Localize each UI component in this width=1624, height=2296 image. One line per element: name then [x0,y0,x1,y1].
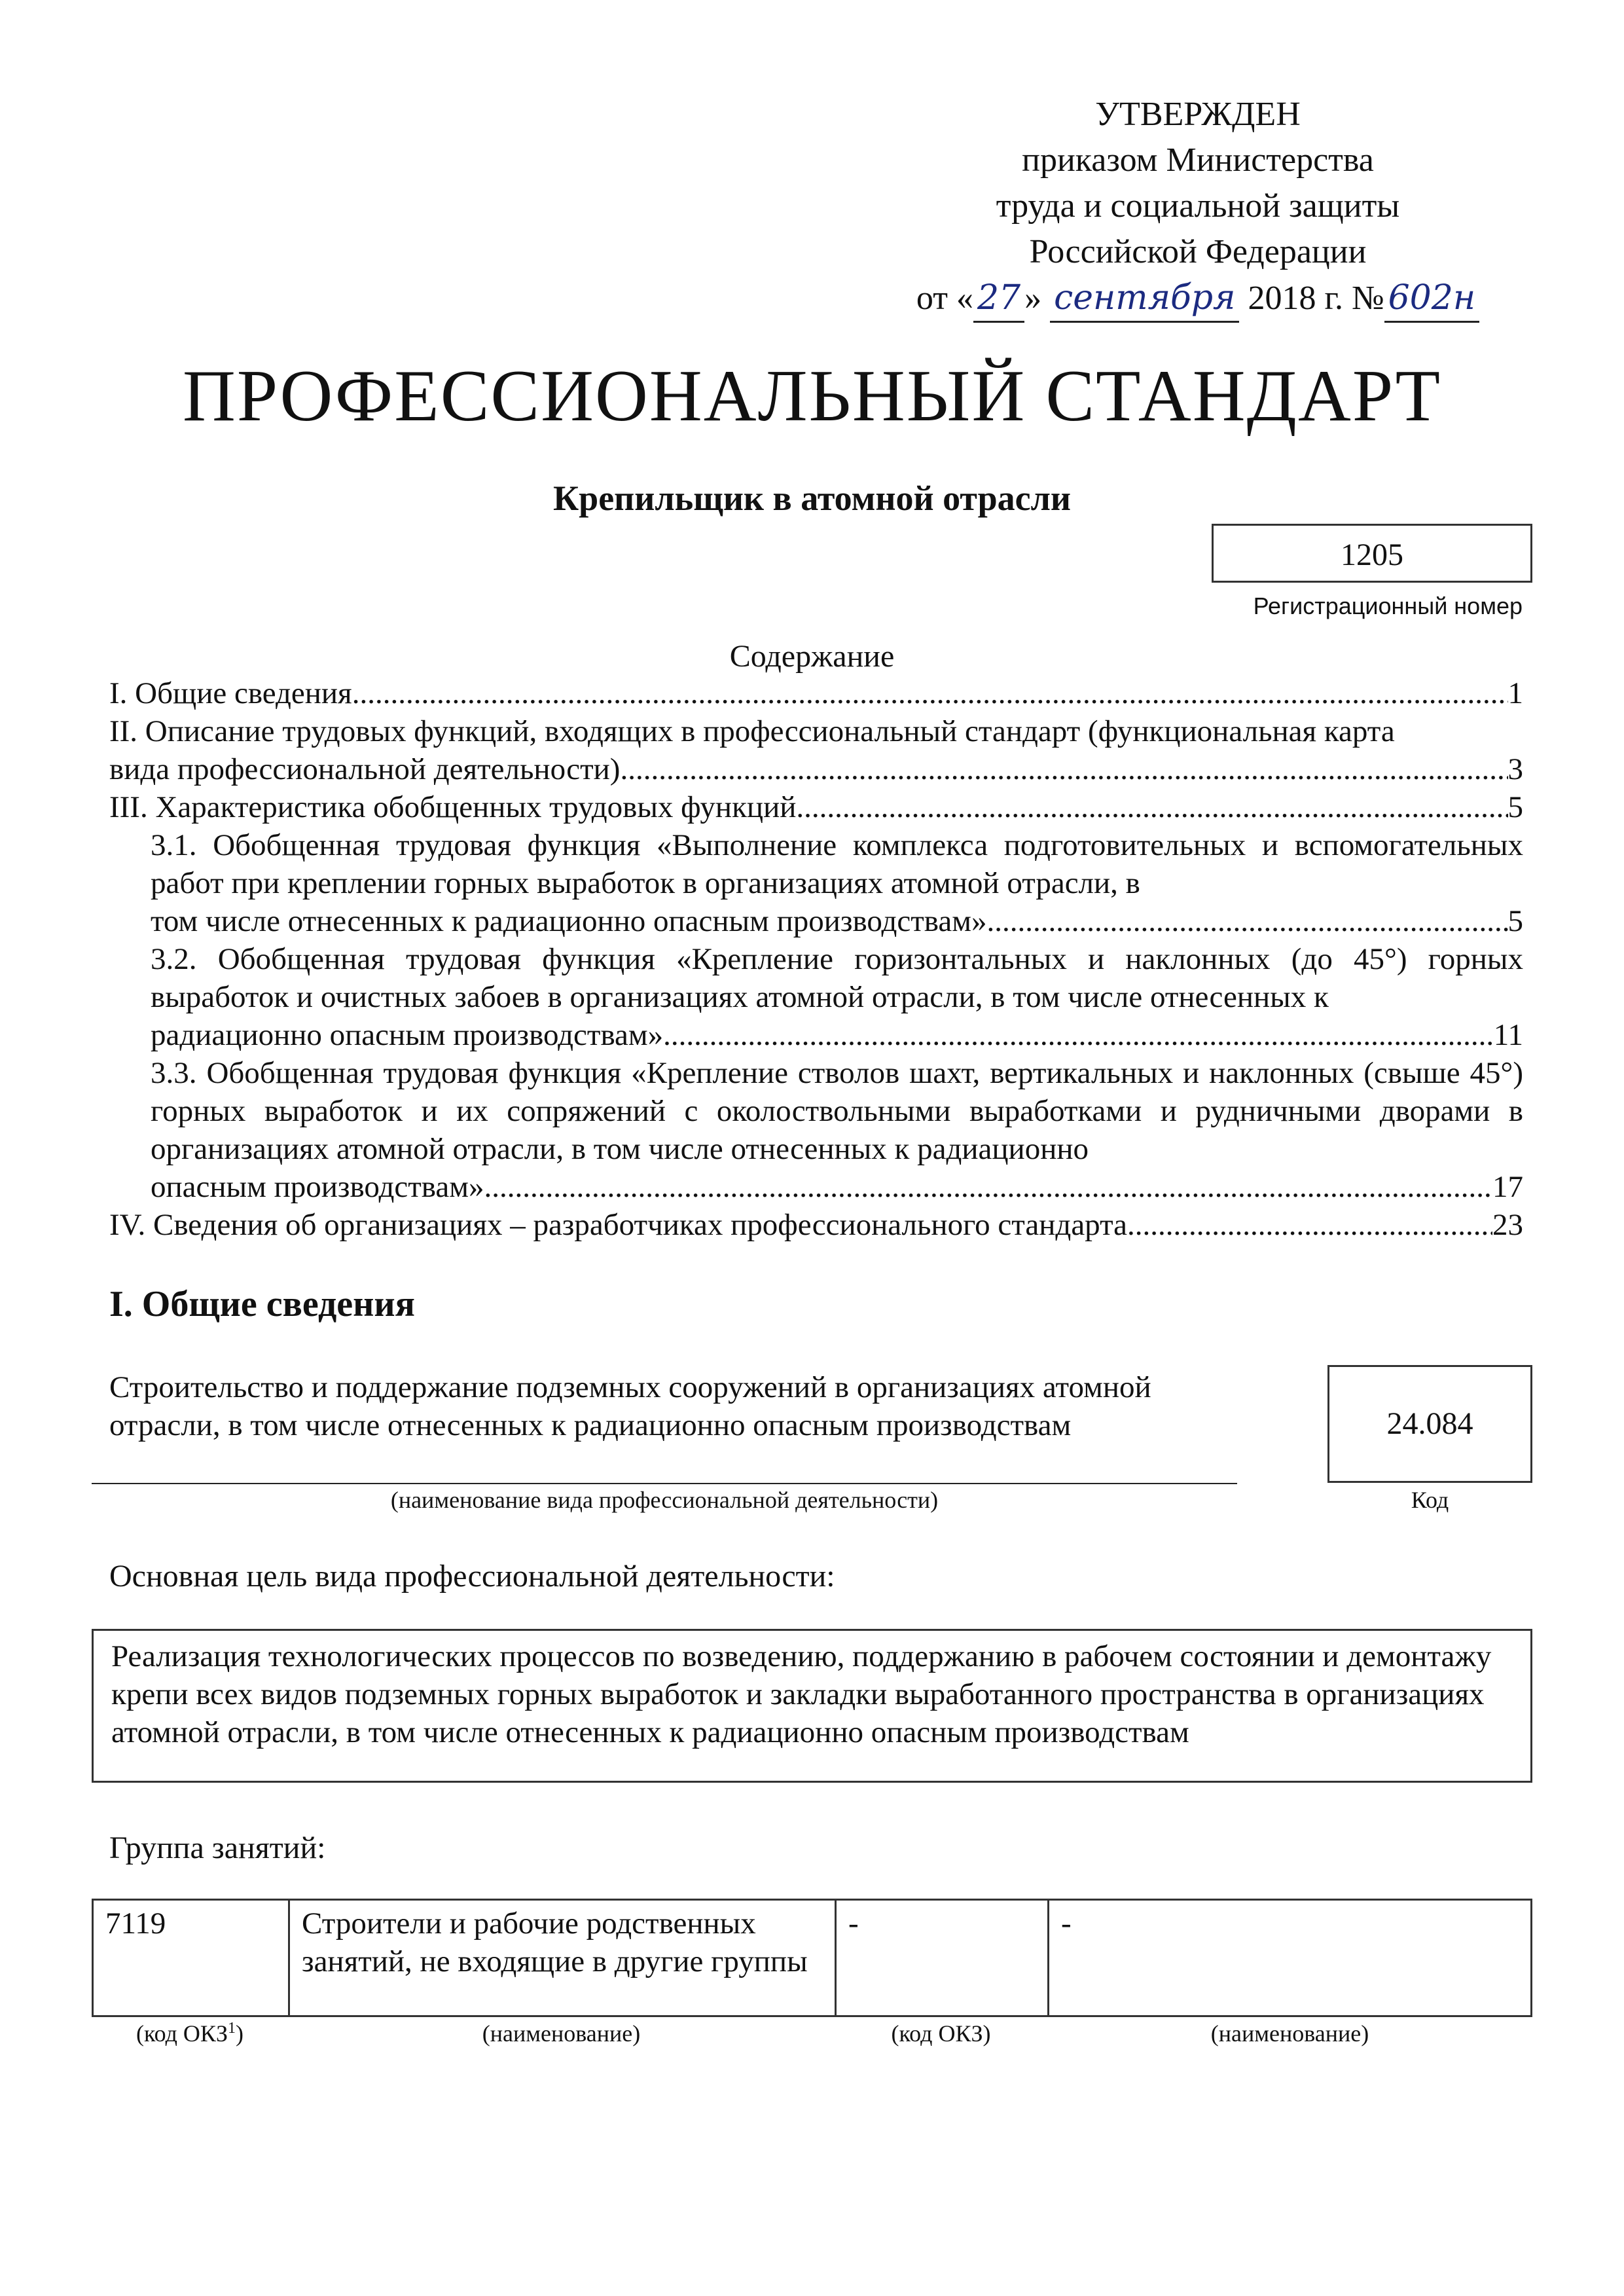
table-row [93,1900,1532,2016]
toc-title: Содержание [729,639,895,674]
registration-number-label: Регистрационный номер [1253,592,1523,619]
toc-item[interactable]: 3.1. Обобщенная трудовая функция «Выполнение комплекса подготовительных и вспомогательных работ при креплении горных выработок в организациях атомной отрасли, в том числе отнесенных к радиационно опасным производствам» ..... 5 [109,826,1523,940]
toc-item[interactable]: 3.2. Обобщенная трудовая функция «Крепление горизонтальных и наклонных (до 45°) горных выработок и очистных забоев в организациях атомной отрасли, в том числе отнесенных к радиационно опасным производствам» ..... 11 [109,940,1523,1054]
date-day: 27 [973,275,1024,323]
toc-item[interactable]: I. Общие сведения ..... 1 [109,674,1523,712]
table-of-contents [109,674,1523,1244]
approval-line-3: труда и социальной защиты [996,187,1400,225]
caption-okz-code-2: (код ОКЗ) [891,2020,991,2047]
approval-line-4: Российской Федерации [1029,233,1367,270]
goal-label: Основная цель вида профессиональной деятельности: [109,1559,835,1594]
toc-item[interactable]: 3.3. Обобщенная трудовая функция «Крепление стволов шахт, вертикальных и наклонных (свыше 45°) горных выработок и их сопряжений с околоствольными выработками и рудничными дворами в организациях атомной отрасли, в том числе отнесенных к радиационно опасным производствам» ..... 17 [109,1054,1523,1206]
caption-okz-code: (код ОКЗ$^1$) [136,2020,244,2047]
caption-name: (наименование) [482,2020,641,2047]
order-number: 602н [1384,275,1480,323]
okz-code-cell-2: - [836,1900,1049,2016]
toc-item[interactable]: III. Характеристика обобщенных трудовых функций ..... 5 [109,788,1523,826]
activity-name: Строительство и поддержание подземных сооружений в организациях атомной отрасли, в том числе отнесенных к радиационно опасным производствам [109,1370,1151,1442]
group-captions [92,2020,1532,2047]
date-year: 2018 г. № [1248,280,1384,317]
activity-code-box: 24.084 [1327,1365,1532,1483]
group-label: Группа занятий: [109,1831,326,1865]
registration-number-box: 1205 [1212,524,1532,583]
okz-name-cell-2: - [1049,1900,1532,2016]
document-subtitle: Крепильщик в атомной отрасли [553,479,1071,518]
section-heading: I. Общие сведения [109,1284,415,1324]
occupation-group-table [92,1899,1532,2017]
activity-code-caption: Код [1411,1487,1449,1513]
approval-line-2: приказом Министерства [1022,141,1374,179]
approval-line-1: УТВЕРЖДЕН [1095,96,1301,133]
okz-name-cell: Строители и рабочие родственных занятий, не входящие в другие группы [289,1900,836,2016]
okz-code-cell: 7119 [93,1900,289,2016]
date-month: сентября [1050,275,1239,323]
approval-date-line: от « 27 » сентября 2018 г. № 602н [916,275,1479,323]
divider [92,1483,1237,1484]
document-title: ПРОФЕССИОНАЛЬНЫЙ СТАНДАРТ [183,355,1441,437]
goal-box: Реализация технологических процессов по возведению, поддержанию в рабочем состоянии и демонтажу крепи всех видов подземных горных выработок и закладки выработанного пространства в организациях атомной отрасли, в том числе отнесенных к радиационно опасным производствам [92,1629,1532,1783]
activity-caption: (наименование вида профессиональной деятельности) [390,1487,939,1513]
approval-block [903,92,1492,323]
caption-name-2: (наименование) [1210,2020,1369,2047]
toc-item[interactable]: IV. Сведения об организациях – разработчиках профессионального стандарта ..... 23 [109,1206,1523,1244]
toc-item[interactable]: II. Описание трудовых функций, входящих в профессиональный стандарт (функциональная карта вида профессиональной деятельности) ..... 3 [109,712,1523,788]
